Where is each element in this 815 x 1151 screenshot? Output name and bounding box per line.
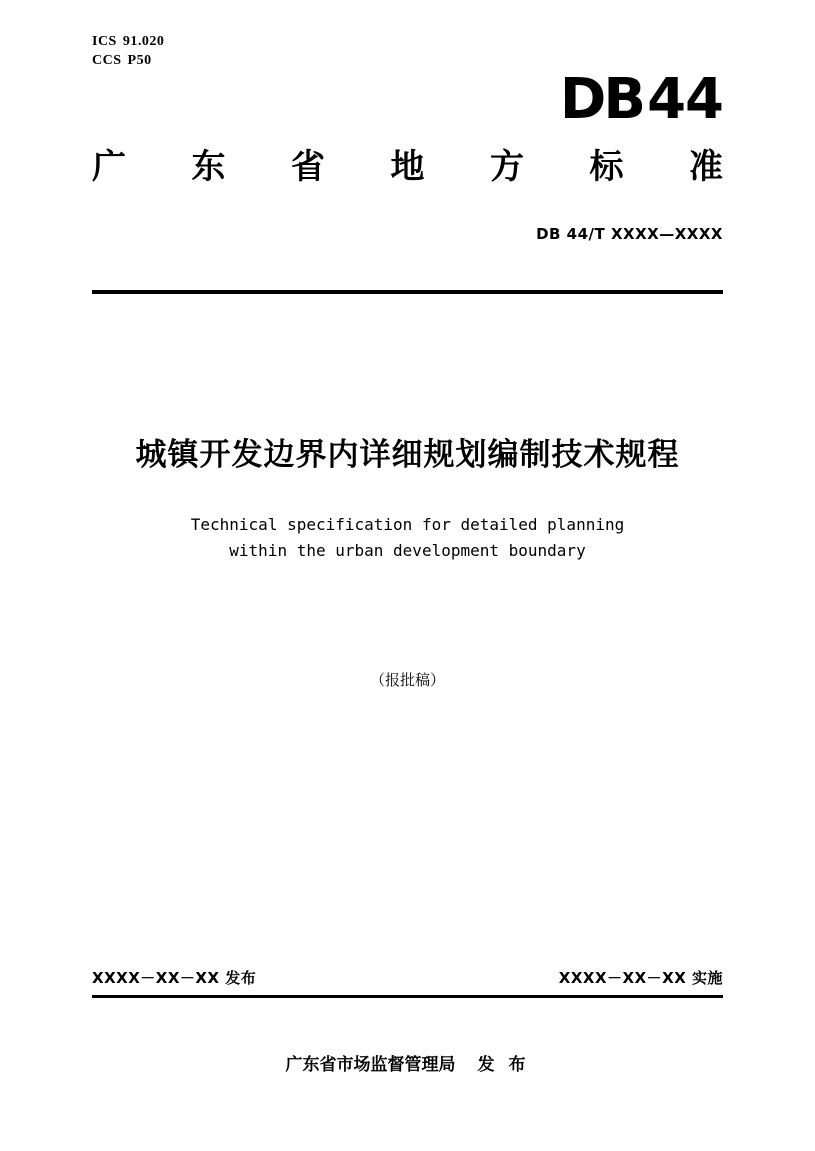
title-char-0: 广 <box>92 147 126 187</box>
ccs-line <box>92 52 164 71</box>
standard-number: DB 44/T XXXX—XXXX <box>536 225 723 243</box>
title-char-2: 省 <box>291 147 325 187</box>
issuer-line <box>0 1050 815 1075</box>
draft-status-label: （报批稿） <box>369 671 445 689</box>
title-char-5: 标 <box>589 147 624 187</box>
db-logo-text: DB <box>559 67 644 132</box>
ccs-value: P50 <box>127 52 152 68</box>
title-char-6: 准 <box>689 147 723 187</box>
document-title-chinese: 城镇开发边界内详细规划编制技术规程 <box>135 437 680 473</box>
release-date: XXXX－XX－XX 发布 <box>92 969 257 987</box>
title-char-4: 方 <box>490 147 524 187</box>
dates-row <box>92 967 723 988</box>
title-char-1: 东 <box>191 147 226 187</box>
english-title-line-1: Technical specification for detailed planning <box>190 515 625 534</box>
ics-value: 91.020 <box>122 34 165 49</box>
document-title-english <box>0 512 815 565</box>
issuer-name: 广东省市场监督管理局 <box>285 1055 456 1075</box>
ics-line <box>92 33 164 52</box>
title-char-3: 地 <box>390 147 425 187</box>
db44-logo <box>559 67 723 132</box>
ics-label: ICS <box>92 34 117 49</box>
effective-date: XXXX－XX－XX 实施 <box>558 969 723 987</box>
provincial-standard-title <box>92 147 723 187</box>
footer-divider <box>92 995 723 998</box>
ccs-label: CCS <box>92 52 122 68</box>
issue-word: 发 布 <box>477 1055 530 1075</box>
db-logo-number: 44 <box>647 67 723 132</box>
header-divider <box>92 290 723 294</box>
english-title-line-2: within the urban development boundary <box>229 541 586 561</box>
ics-ccs-block <box>92 33 164 71</box>
